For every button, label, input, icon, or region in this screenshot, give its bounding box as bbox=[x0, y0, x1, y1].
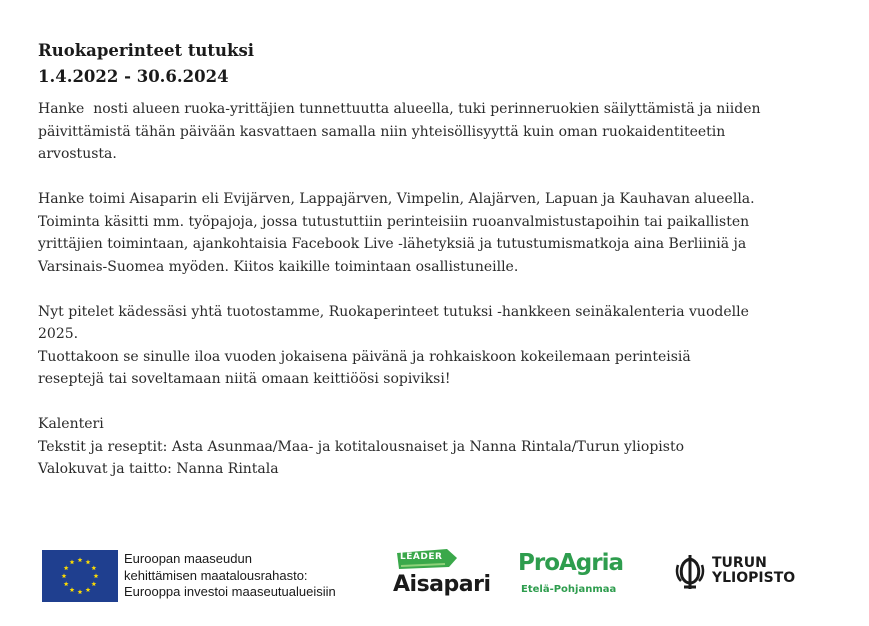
eu-star-icon bbox=[91, 565, 96, 570]
text-line: Tekstit ja reseptit: Asta Asunmaa/Maa- ja kotitalousnaiset ja Nanna Rintala/Turun yliopisto bbox=[38, 438, 685, 455]
paragraph-area bbox=[38, 188, 798, 278]
eu-star-icon bbox=[86, 587, 91, 592]
eu-logo bbox=[42, 550, 362, 602]
eu-logo-text bbox=[124, 551, 336, 601]
document-title: Ruokaperinteet tutuksi bbox=[38, 41, 255, 60]
paragraph-calendar bbox=[38, 301, 798, 391]
text-line: arvostusta. bbox=[38, 146, 117, 162]
document-body bbox=[38, 98, 798, 481]
eu-star-icon bbox=[94, 573, 99, 578]
text-line: Tuottakoon se sinulle iloa vuoden jokaisena päivänä ja rohkaiskoon kokeilemaan perinteisiä bbox=[38, 348, 691, 365]
text-line: Valokuvat ja taitto: Nanna Rintala bbox=[38, 461, 279, 477]
text-line: Nyt pitelet kädessäsi yhtä tuotostamme, Ruokaperinteet tutuksi -hankkeen seinäkalenteria vuodelle bbox=[38, 303, 749, 320]
logo-footer bbox=[0, 545, 869, 605]
paragraph-intro bbox=[38, 98, 798, 166]
text-line: Hanke nosti alueen ruoka-yrittäjien tunnettuutta alueella, tuki perinneruokien säilyttämistä ja niiden bbox=[38, 101, 761, 117]
eu-star-icon bbox=[64, 565, 69, 570]
proagria-logo bbox=[518, 550, 638, 600]
paragraph-credits bbox=[38, 413, 798, 481]
turun-yliopisto-logo bbox=[674, 553, 804, 593]
eu-star-icon bbox=[64, 581, 69, 586]
eu-text-line: Eurooppa investoi maaseutualueisiin bbox=[124, 584, 336, 599]
text-line: 2025. bbox=[38, 326, 79, 342]
aisapari-name: Aisapari bbox=[393, 572, 491, 597]
eu-star-icon bbox=[70, 587, 75, 592]
eu-star-icon bbox=[62, 573, 67, 578]
text-line: Varsinais-Suomea myöden. Kiitos kaikille toimintaan osallistuneille. bbox=[38, 258, 519, 275]
eu-star-icon bbox=[78, 557, 83, 562]
text-line: Kalenteri bbox=[38, 416, 104, 432]
text-line: yrittäjien toimintaan, ajankohtaisia Facebook Live -lähetyksiä ja tutustumismatkoja aina Berliiniä ja bbox=[38, 236, 747, 252]
text-line: päivittämistä tähän päivään kasvattaen samalla niin yhteisöllisyyttä kuin oman ruokaidentiteetin bbox=[38, 123, 726, 140]
university-emblem-icon bbox=[674, 553, 706, 591]
proagria-region: Etelä-Pohjanmaa bbox=[521, 584, 617, 595]
leader-aisapari-logo bbox=[393, 547, 493, 603]
turun-yliopisto-wordmark bbox=[712, 556, 795, 586]
leader-badge-label: LEADER bbox=[400, 552, 443, 562]
eu-star-icon bbox=[91, 581, 96, 586]
eu-star-icon bbox=[70, 560, 75, 565]
proagria-name: ProAgria bbox=[518, 550, 624, 576]
eu-text-line: kehittämisen maatalousrahasto: bbox=[124, 567, 308, 583]
date-range: 1.4.2022 - 30.6.2024 bbox=[38, 67, 229, 86]
eu-flag-icon bbox=[42, 550, 118, 602]
text-line: Hanke toimi Aisaparin eli Evijärven, Lappajärven, Vimpelin, Alajärven, Lapuan ja Kauhavan alueella. bbox=[38, 191, 755, 207]
eu-star-icon bbox=[78, 589, 83, 594]
text-line: Toiminta käsitti mm. työpajoja, jossa tutustuttiin perinteisiin ruoanvalmistustapoihin tai paikallisten bbox=[38, 213, 750, 230]
yliopisto-line: YLIOPISTO bbox=[712, 570, 796, 586]
text-line: reseptejä tai soveltamaan niitä omaan keittiöösi sopiviksi! bbox=[38, 371, 451, 387]
eu-star-icon bbox=[86, 560, 91, 565]
document-content bbox=[38, 38, 798, 503]
eu-text-line: Euroopan maaseudun bbox=[124, 551, 252, 566]
turun-line: TURUN bbox=[712, 555, 767, 571]
